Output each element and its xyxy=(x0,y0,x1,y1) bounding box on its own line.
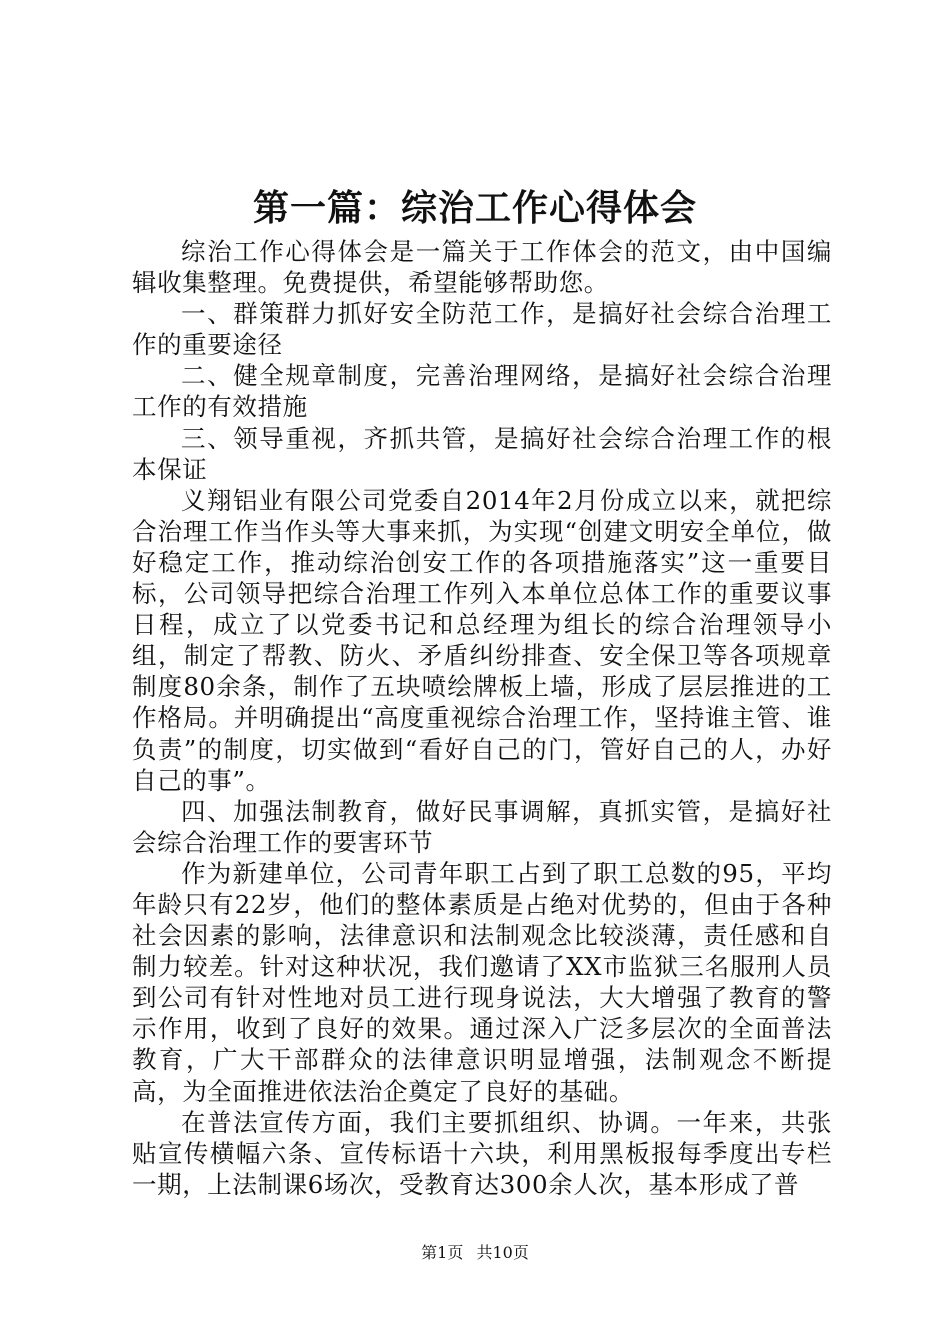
paragraph-heading-3: 三、领导重视，齐抓共管，是搞好社会综合治理工作的根本保证 xyxy=(132,423,832,484)
paragraph-body-3: 在普法宣传方面，我们主要抓组织、协调。一年来，共张贴宣传横幅六条、宣传标语十六块，利用黑板报每季度出专栏一期，上法制课6场次，受教育达300余人次，基本形成了普 xyxy=(132,1107,832,1199)
paragraph-heading-4: 四、加强法制教育，做好民事调解，真抓实管，是搞好社会综合治理工作的要害环节 xyxy=(132,796,832,857)
paragraph-heading-2: 二、健全规章制度，完善治理网络，是搞好社会综合治理工作的有效措施 xyxy=(132,361,832,422)
page-number: 第1页 xyxy=(421,1243,464,1262)
page-footer xyxy=(0,1241,950,1265)
document-title: 第一篇：综治工作心得体会 xyxy=(252,188,697,229)
page-total: 共10页 xyxy=(476,1243,529,1262)
document-body xyxy=(132,236,832,1200)
paragraph-body-1: 义翔铝业有限公司党委自2014年2月份成立以来，就把综合治理工作当作头等大事来抓，为实现“创建文明安全单位，做好稳定工作，推动综治创安工作的各项措施落实”这一重要目标，公司领导把综合治理工作列入本单位总体工作的重要议事日程，成立了以党委书记和总经理为组长的综合治理领导小组，制定了帮教、防火、矛盾纠纷排查、安全保卫等各项规章制度80余条，制作了五块喷绘牌板上墙，形成了层层推进的工作格局。并明确提出“高度重视综合治理工作，坚持谁主管、谁负责”的制度，切实做到“看好自己的门，管好自己的人，办好自己的事”。 xyxy=(132,485,832,795)
paragraph-intro: 综治工作心得体会是一篇关于工作体会的范文，由中国编辑收集整理。免费提供，希望能够帮助您。 xyxy=(132,237,832,298)
paragraph-heading-1: 一、群策群力抓好安全防范工作，是搞好社会综合治理工作的重要途径 xyxy=(132,299,832,360)
paragraph-body-2: 作为新建单位，公司青年职工占到了职工总数的95，平均年龄只有22岁，他们的整体素质是占绝对优势的，但由于各种社会因素的影响，法律意识和法制观念比较淡薄，责任感和自制力较差。针对这种状况，我们邀请了XX市监狱三名服刑人员到公司有针对性地对员工进行现身说法，大大增强了教育的警示作用，收到了良好的效果。通过深入广泛多层次的全面普法教育，广大干部群众的法律意识明显增强，法制观念不断提高，为全面推进依法治企奠定了良好的基础。 xyxy=(132,858,832,1106)
